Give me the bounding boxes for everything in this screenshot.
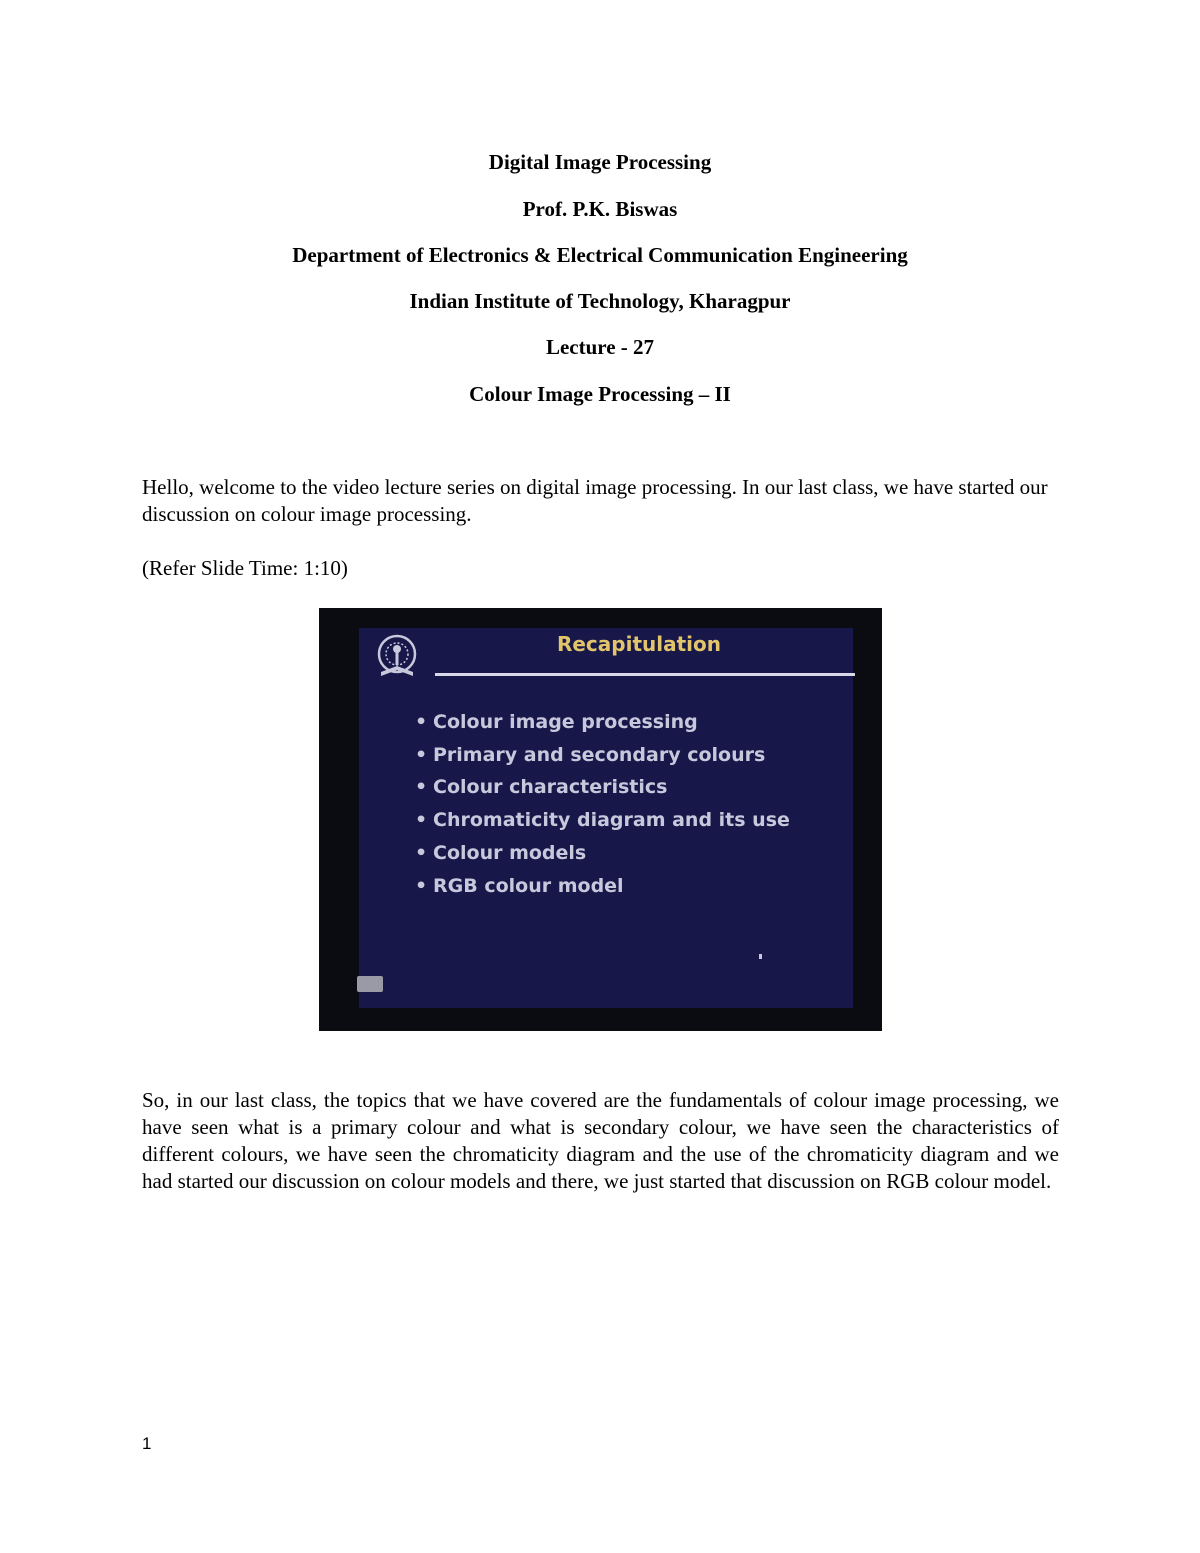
slide-title: Recapitulation	[556, 632, 722, 656]
slide-time-reference: (Refer Slide Time: 1:10)	[142, 556, 348, 580]
slide-bullet: • Colour models	[415, 837, 790, 870]
slide-bullet-list	[415, 706, 790, 902]
bullet-dot-icon: •	[415, 711, 428, 733]
bullet-dot-icon: •	[415, 874, 428, 897]
camera-icon	[357, 976, 383, 992]
bullet-dot-icon: •	[415, 776, 428, 799]
lecture-topic: Colour Image Processing – II	[469, 382, 731, 406]
slide-bullet: • Colour characteristics	[415, 771, 790, 804]
bullet-dot-icon: •	[415, 841, 428, 864]
slide-bullet: • RGB colour model	[415, 870, 790, 903]
iit-kharagpur-emblem-icon	[371, 632, 423, 684]
slide-bullet: • Primary and secondary colours	[415, 739, 790, 772]
department-name: Department of Electronics & Electrical Communication Engineering	[292, 243, 908, 267]
slide-panel	[359, 628, 853, 1008]
intro-paragraph: Hello, welcome to the video lecture series on digital image processing. In our last class, we have started our discussion on colour image processing.	[142, 475, 1048, 526]
bullet-dot-icon: •	[415, 809, 428, 832]
institute-name: Indian Institute of Technology, Kharagpur	[409, 289, 791, 313]
course-title: Digital Image Processing	[488, 150, 712, 174]
pointer-mark	[759, 954, 762, 959]
slide-divider	[435, 673, 855, 676]
page-number: 1	[142, 1434, 152, 1453]
professor-name: Prof. P.K. Biswas	[522, 197, 678, 221]
bullet-dot-icon: •	[415, 743, 428, 766]
slide-bullet: • Chromaticity diagram and its use	[415, 804, 790, 837]
summary-paragraph: So, in our last class, the topics that we have covered are the fundamentals of colour image processing, we have seen what is a primary colour and what is secondary colour, we have seen the characteristics of different colours, we have seen the chromaticity diagram and the use of the chromaticity diagram and we had started our discussion on colour models and there, we just started that discussion on RGB colour model.	[142, 1088, 1059, 1193]
lecture-number: Lecture - 27	[545, 335, 655, 359]
slide-bullet: • Colour image processing	[415, 706, 790, 739]
lecture-slide-image	[319, 608, 882, 1031]
